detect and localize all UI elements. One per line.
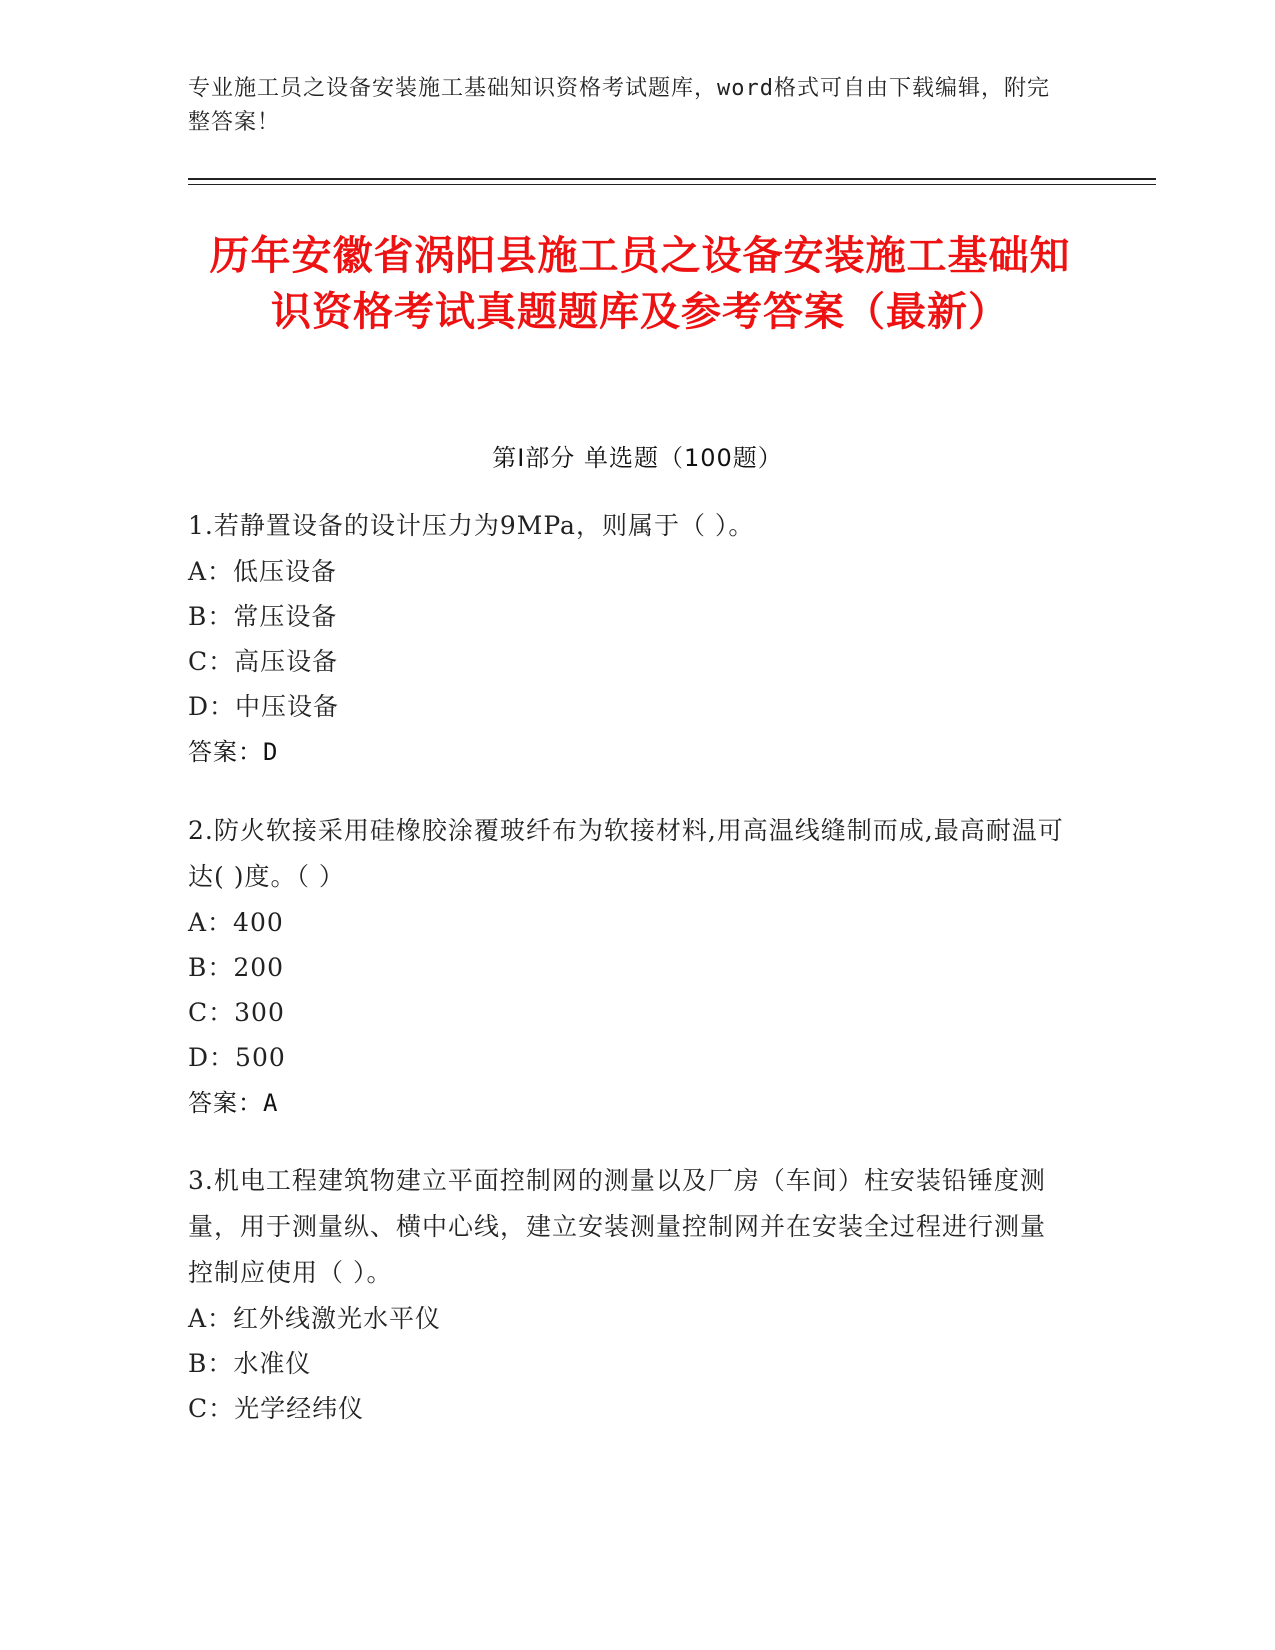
question-3 <box>188 1158 1068 1431</box>
option-c: C：300 <box>188 998 285 1027</box>
answer-label: 答案： <box>188 738 263 766</box>
question-1 <box>188 503 1068 775</box>
answer-value: D <box>263 738 279 766</box>
option-c: C：高压设备 <box>188 647 339 676</box>
header-note: 专业施工员之设备安装施工基础知识资格考试题库，word格式可自由下载编辑，附完整答案！ <box>188 76 1050 135</box>
option-a: A：红外线激光水平仪 <box>188 1304 442 1333</box>
answer-value: A <box>263 1089 279 1117</box>
header-divider-thick <box>188 178 1156 180</box>
question-2 <box>188 808 1068 1126</box>
answer-label: 答案： <box>188 1089 263 1117</box>
header-divider-thin <box>188 184 1156 185</box>
section-heading: 第Ⅰ部分 单选题（100题） <box>492 444 783 472</box>
option-d: D：500 <box>188 1043 286 1072</box>
question-stem: 1.若静置设备的设计压力为9MPa，则属于（ ）。 <box>188 511 755 540</box>
option-b: B：水准仪 <box>188 1349 312 1378</box>
answer-line <box>188 729 1068 775</box>
option-a: A：400 <box>188 908 284 937</box>
question-stem: 2.防火软接采用硅橡胶涂覆玻纤布为软接材料,用高温线缝制而成,最高耐温可达( )度。（ ） <box>188 816 1064 891</box>
answer-line <box>188 1080 1068 1126</box>
option-b: B：200 <box>188 953 285 982</box>
document-title: 历年安徽省涡阳县施工员之设备安装施工基础知识资格考试真题题库及参考答案（最新） <box>209 233 1071 335</box>
option-b: B：常压设备 <box>188 602 338 631</box>
option-d: D：中压设备 <box>188 692 340 721</box>
question-stem: 3.机电工程建筑物建立平面控制网的测量以及厂房（车间）柱安装铅锤度测量，用于测量纵、横中心线，建立安装测量控制网并在安装全过程进行测量控制应使用（ ）。 <box>188 1166 1047 1287</box>
option-c: C：光学经纬仪 <box>188 1394 365 1423</box>
option-a: A：低压设备 <box>188 557 338 586</box>
